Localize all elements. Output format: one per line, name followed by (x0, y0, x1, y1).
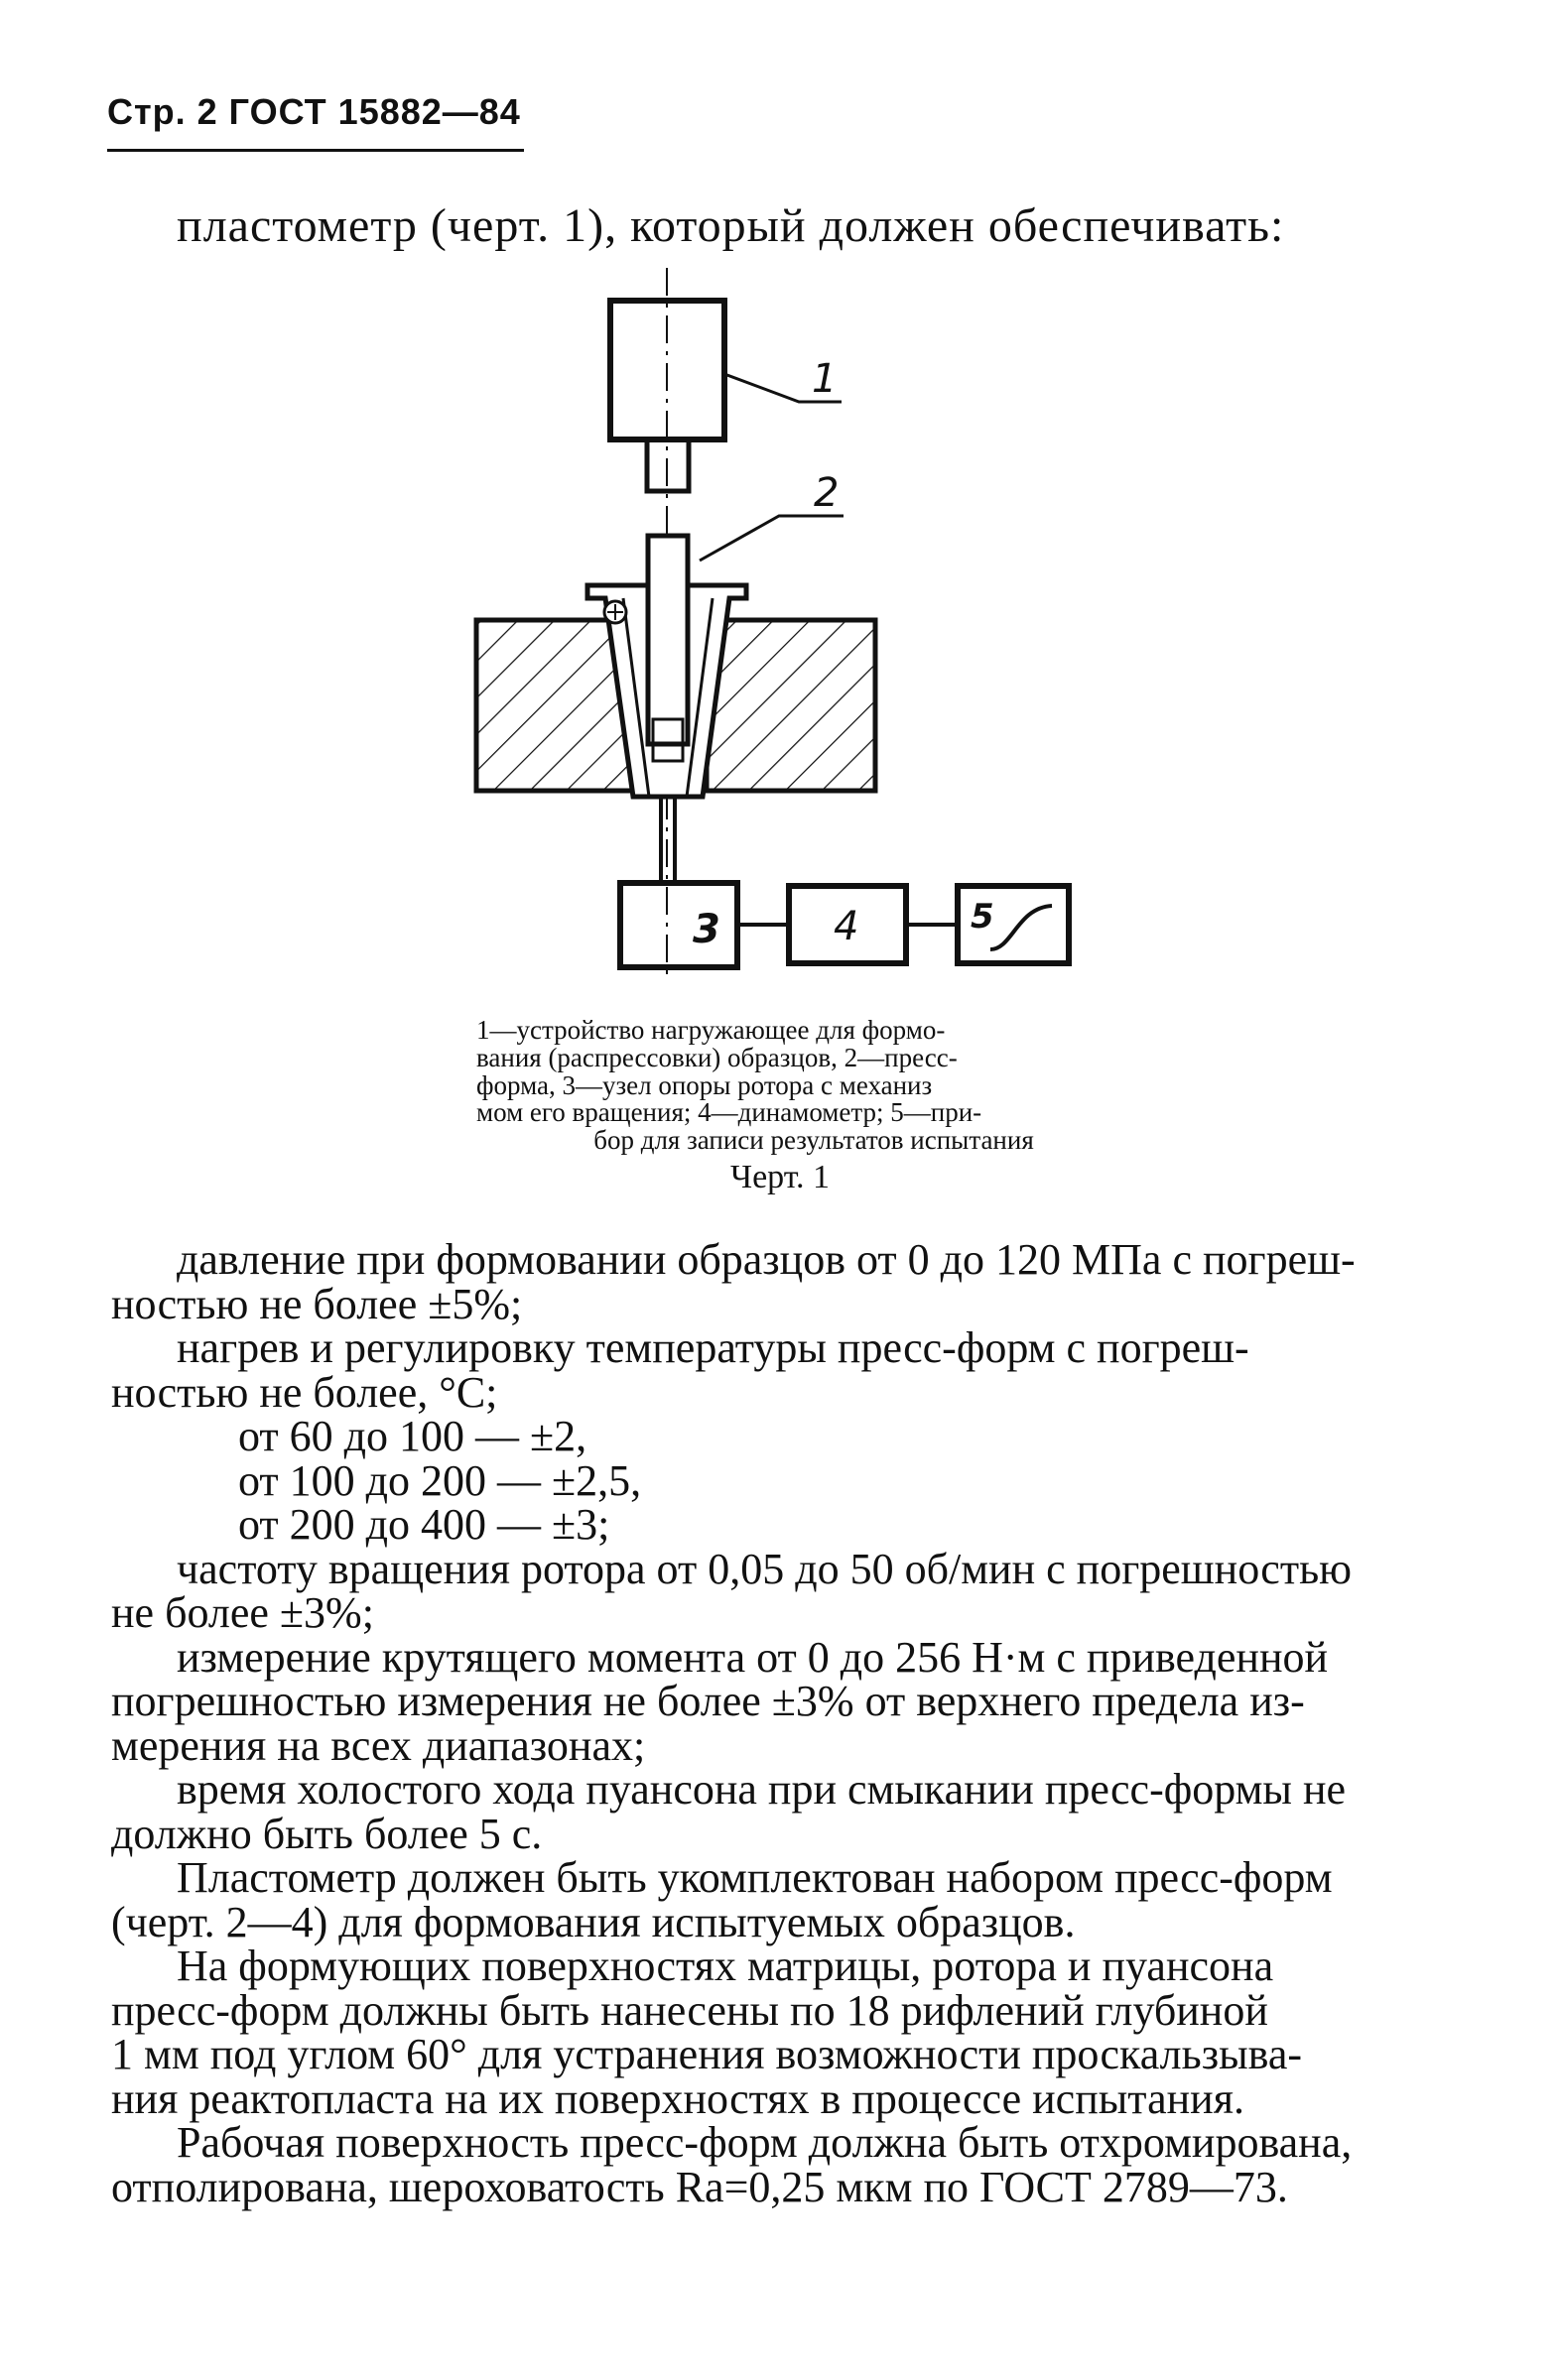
body-line: ностью не более ±5%; (111, 1279, 523, 1328)
body-line: На формующих поверхностях матрицы, ротора и пуансона (177, 1942, 1274, 1990)
body-line: Рабочая поверхность пресс-форм должна быть отхромирована, (177, 2118, 1353, 2167)
recorder-curve (990, 906, 1052, 949)
body-line: отполирована, шероховатость Ra=0,25 мкм по ГОСТ 2789—73. (111, 2162, 1288, 2211)
body-line: от 200 до 400 — ±3; (238, 1500, 610, 1549)
caption-line: 1—устройство нагружающее для формо- (476, 1015, 946, 1045)
body-line: измерение крутящего момента от 0 до 256 Н·м с приведенной (177, 1632, 1329, 1682)
body-text (111, 1235, 1491, 2211)
mold-plate-right (707, 620, 875, 791)
caption-line: вания (распрессовки) образцов, 2—пресс- (476, 1042, 958, 1072)
body-line: частоту вращения ротора от 0,05 до 50 об/мин с погрешностью (177, 1544, 1353, 1593)
page-header: Стр. 2 ГОСТ 15882—84 (107, 91, 521, 132)
body-line: Пластометр должен быть укомплектован набором пресс-форм (177, 1853, 1333, 1902)
body-line: ния реактопласта на их поверхностях в процессе испытания. (111, 2073, 1244, 2123)
label-2: 2 (814, 470, 840, 516)
leader-line-2 (700, 516, 844, 561)
label-5: 5 (971, 897, 994, 937)
figure-title: Черт. 1 (729, 1159, 831, 1195)
caption-line: форма, 3—узел опоры ротора с механиз (476, 1069, 933, 1100)
figure-caption (476, 1017, 1151, 1155)
body-line: пресс-форм должны быть нанесены по 18 рифлений глубиной (111, 1985, 1268, 2035)
body-line: ностью не более, °С; (111, 1367, 498, 1417)
label-3: 3 (693, 907, 720, 952)
body-line: давление при формовании образцов от 0 до 120 МПа с погреш- (177, 1235, 1356, 1284)
plastometer-diagram (437, 263, 1111, 977)
body-line: от 100 до 200 — ±2,5, (238, 1455, 642, 1505)
label-4: 4 (834, 904, 859, 949)
body-line: время холостого хода пуансона при смыкании пресс-формы не (177, 1765, 1347, 1814)
body-line: 1 мм под углом 60° для устранения возможности проскальзыва- (111, 2030, 1303, 2078)
intro-text: пластометр (черт. 1), который должен обеспечивать: (177, 199, 1285, 252)
body-line: погрешностью измерения не более ±3% от верхнего предела из- (111, 1677, 1305, 1725)
body-line: от 60 до 100 — ±2, (238, 1412, 587, 1460)
label-1: 1 (812, 356, 838, 402)
caption-line: мом его вращения; 4—динамометр; 5—при- (476, 1097, 982, 1128)
body-line: (черт. 2—4) для формования испытуемых образцов. (111, 1897, 1076, 1946)
punch (648, 536, 688, 744)
body-line: не более ±3%; (111, 1588, 374, 1637)
header-rule (107, 149, 524, 152)
caption-line: бор для записи результатов испытания (593, 1125, 1034, 1156)
body-line: должно быть более 5 с. (111, 1809, 543, 1858)
body-line: нагрев и регулировку температуры пресс-форм с погреш- (177, 1323, 1249, 1372)
body-line: мерения на всех диапазонах; (111, 1720, 646, 1770)
